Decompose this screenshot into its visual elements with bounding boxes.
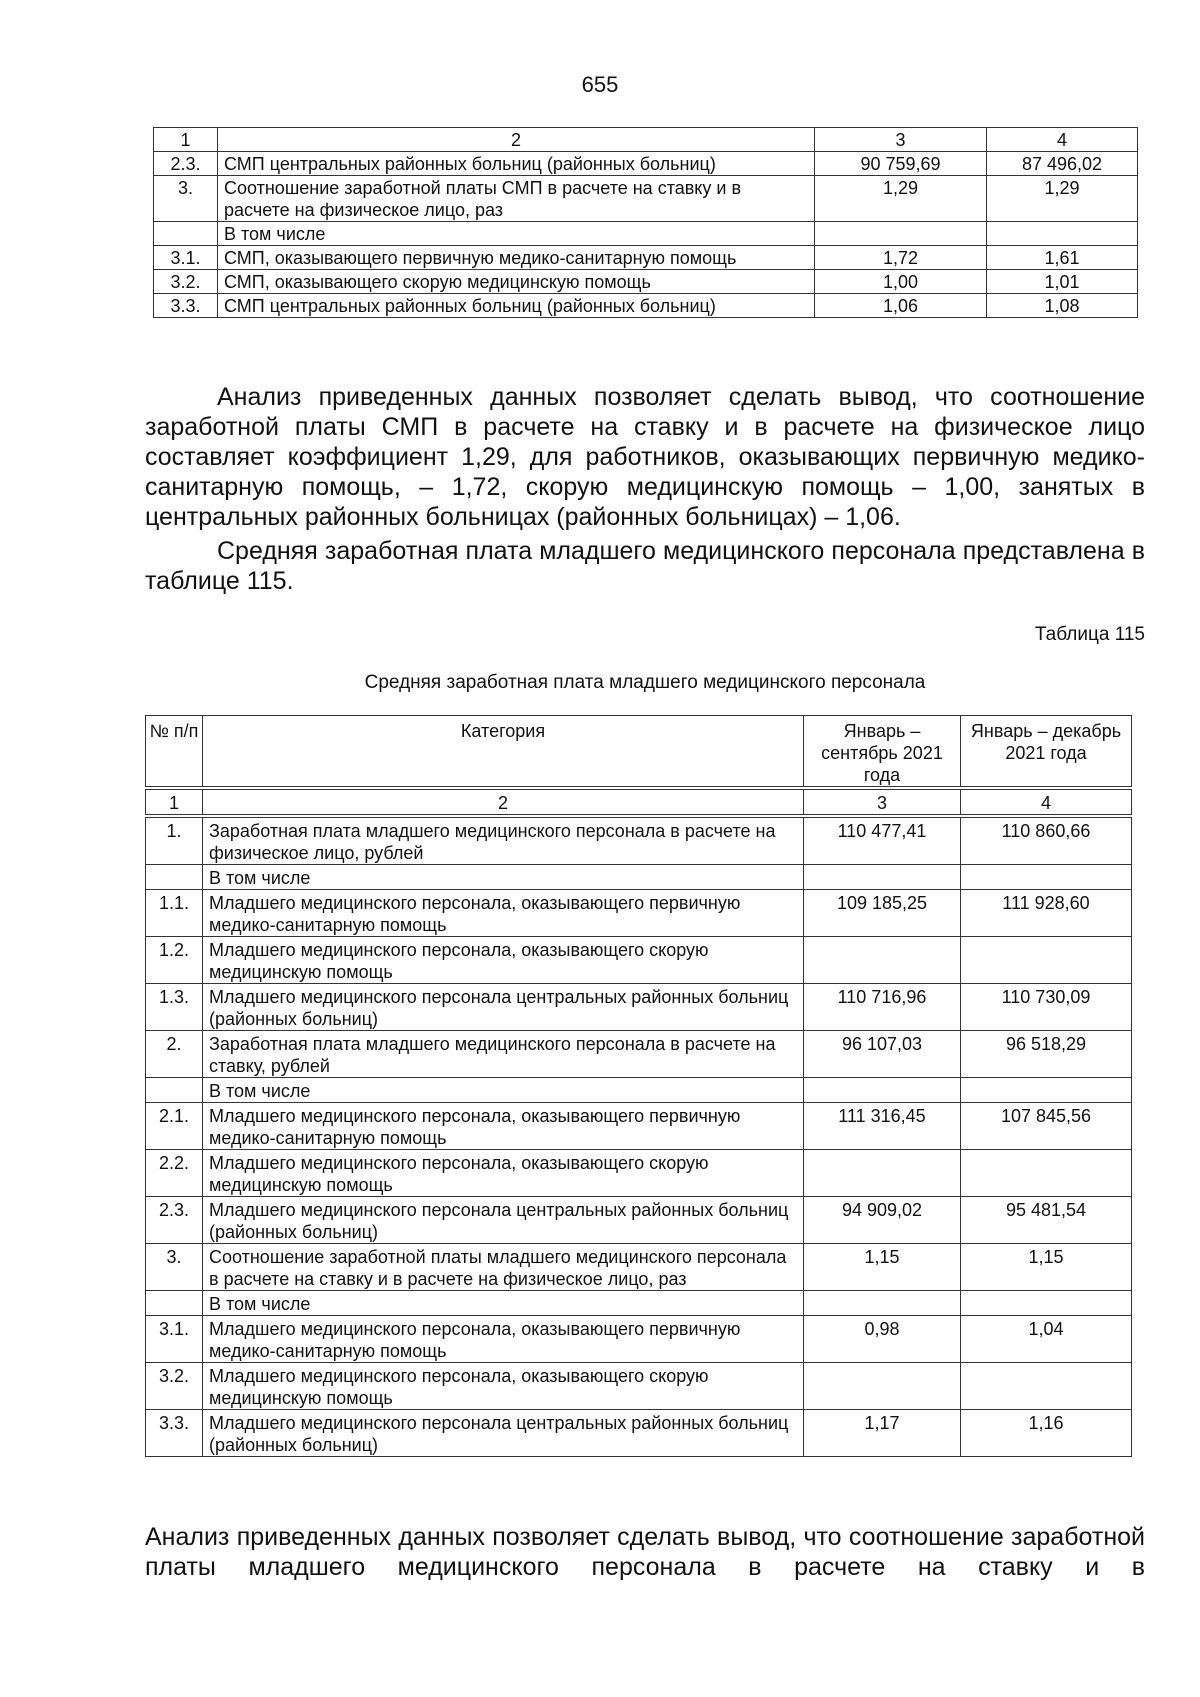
header-number: № п/п: [146, 716, 203, 789]
table-row: [146, 1410, 1132, 1457]
table-row: [146, 1150, 1132, 1197]
junior-staff-salary-table: [145, 715, 1132, 1457]
row-number: 3.3.: [146, 1410, 203, 1457]
table-row: [146, 1291, 1132, 1316]
row-number: 3.: [146, 1244, 203, 1291]
value-col4: [961, 1291, 1132, 1316]
value-col4: 1,04: [961, 1316, 1132, 1363]
row-label: В том числе: [203, 1078, 804, 1103]
column-index: 4: [987, 128, 1138, 152]
table-index-row: [154, 128, 1138, 152]
row-label: Соотношение заработной платы младшего медицинского персонала в расчете на ставку и в расчете на физическое лицо, раз: [203, 1244, 804, 1291]
row-number: 1.3.: [146, 984, 203, 1031]
value-col3: 111 316,45: [804, 1103, 961, 1150]
value-col3: [815, 222, 987, 246]
table-row: [146, 1103, 1132, 1150]
table-row: [146, 816, 1132, 865]
table-row: [154, 176, 1138, 222]
value-col4: 87 496,02: [987, 152, 1138, 176]
row-label: Младшего медицинского персонала, оказывающего первичную медико-санитарную помощь: [203, 890, 804, 937]
value-col3: 110 716,96: [804, 984, 961, 1031]
row-number: [146, 865, 203, 890]
value-col4: 1,16: [961, 1410, 1132, 1457]
value-col4: [961, 865, 1132, 890]
row-label: Младшего медицинского персонала, оказывающего первичную медико-санитарную помощь: [203, 1103, 804, 1150]
value-col3: 109 185,25: [804, 890, 961, 937]
table-row: [154, 152, 1138, 176]
value-col3: 0,98: [804, 1316, 961, 1363]
value-col4: [987, 222, 1138, 246]
column-index: 3: [804, 788, 961, 816]
value-col4: 96 518,29: [961, 1031, 1132, 1078]
row-number: 3.1.: [154, 246, 218, 270]
value-col3: 94 909,02: [804, 1197, 961, 1244]
value-col3: [804, 1150, 961, 1197]
value-col3: [804, 937, 961, 984]
value-col4: 1,01: [987, 270, 1138, 294]
value-col3: 110 477,41: [804, 816, 961, 865]
table-row: [154, 270, 1138, 294]
value-col4: 110 730,09: [961, 984, 1132, 1031]
table-row: [146, 890, 1132, 937]
value-col3: [804, 865, 961, 890]
value-col3: [804, 1078, 961, 1103]
value-col4: 1,29: [987, 176, 1138, 222]
analysis-paragraph-2: Средняя заработная плата младшего медицинского персонала представлена в таблице 115.: [145, 537, 1145, 595]
table-number-label: Таблица 115: [1034, 624, 1145, 645]
row-label: Младшего медицинского персонала центральных районных больниц (районных больниц): [203, 1410, 804, 1457]
value-col4: 1,15: [961, 1244, 1132, 1291]
value-col3: [804, 1363, 961, 1410]
value-col4: 1,61: [987, 246, 1138, 270]
value-col3: 1,17: [804, 1410, 961, 1457]
row-label: Младшего медицинского персонала, оказывающего первичную медико-санитарную помощь: [203, 1316, 804, 1363]
analysis-paragraph-1: Анализ приведенных данных позволяет сделать вывод, что соотношение заработной платы СМП в расчете на ставку и в расчете на физическое лицо составляет коэффициент 1,29, для работников, оказывающих первичную медико-санитарную помощь, – 1,72, скорую медицинскую помощь – 1,00, занятых в центральных районных больницах (районных больницах) – 1,06.: [145, 383, 1145, 531]
row-number: 3.2.: [146, 1363, 203, 1410]
header-category: Категория: [203, 716, 804, 789]
row-number: 1.2.: [146, 937, 203, 984]
salary-table-continued: [153, 127, 1138, 318]
table-row: [154, 222, 1138, 246]
row-label: В том числе: [218, 222, 815, 246]
row-number: 3.2.: [154, 270, 218, 294]
column-index: 1: [154, 128, 218, 152]
row-label: СМП, оказывающего скорую медицинскую помощь: [218, 270, 815, 294]
value-col3: 1,15: [804, 1244, 961, 1291]
table-row: [146, 937, 1132, 984]
table-row: [146, 1363, 1132, 1410]
table-caption: Средняя заработная плата младшего медицинского персонала: [364, 672, 926, 693]
column-index: 1: [146, 788, 203, 816]
row-number: 3.3.: [154, 294, 218, 318]
row-number: 2.3.: [146, 1197, 203, 1244]
value-col3: 1,06: [815, 294, 987, 318]
row-label: Заработная плата младшего медицинского персонала в расчете на ставку, рублей: [203, 1031, 804, 1078]
row-label: СМП центральных районных больниц (районных больниц): [218, 152, 815, 176]
row-label: СМП центральных районных больниц (районных больниц): [218, 294, 815, 318]
row-label: Младшего медицинского персонала центральных районных больниц (районных больниц): [203, 984, 804, 1031]
value-col3: [804, 1291, 961, 1316]
row-number: [154, 222, 218, 246]
row-label: Младшего медицинского персонала, оказывающего скорую медицинскую помощь: [203, 1150, 804, 1197]
header-jan-sep: Январь – сентябрь 2021 года: [804, 716, 961, 789]
table-row: [146, 865, 1132, 890]
row-number: 3.: [154, 176, 218, 222]
value-col4: [961, 1150, 1132, 1197]
value-col3: 96 107,03: [804, 1031, 961, 1078]
table-row: [146, 1031, 1132, 1078]
table-row: [146, 1078, 1132, 1103]
row-number: 2.3.: [154, 152, 218, 176]
row-number: 3.1.: [146, 1316, 203, 1363]
row-number: 2.2.: [146, 1150, 203, 1197]
row-label: Младшего медицинского персонала, оказывающего скорую медицинскую помощь: [203, 937, 804, 984]
value-col4: [961, 937, 1132, 984]
row-label: Младшего медицинского персонала центральных районных больниц (районных больниц): [203, 1197, 804, 1244]
table-row: [146, 1316, 1132, 1363]
value-col4: [961, 1363, 1132, 1410]
row-number: [146, 1291, 203, 1316]
table-row: [154, 294, 1138, 318]
value-col4: 111 928,60: [961, 890, 1132, 937]
row-number: 1.1.: [146, 890, 203, 937]
table-header-row: [146, 716, 1132, 789]
row-label: Соотношение заработной платы СМП в расчете на ставку и в расчете на физическое лицо, раз: [218, 176, 815, 222]
value-col4: 107 845,56: [961, 1103, 1132, 1150]
page-number: 655: [581, 72, 619, 97]
column-index: 2: [218, 128, 815, 152]
table-row: [154, 246, 1138, 270]
row-label: В том числе: [203, 865, 804, 890]
value-col4: 1,08: [987, 294, 1138, 318]
value-col4: [961, 1078, 1132, 1103]
row-number: 1.: [146, 816, 203, 865]
value-col3: 90 759,69: [815, 152, 987, 176]
header-jan-dec: Январь – декабрь 2021 года: [961, 716, 1132, 789]
table-row: [146, 1244, 1132, 1291]
table-row: [146, 1197, 1132, 1244]
column-index: 4: [961, 788, 1132, 816]
column-index: 2: [203, 788, 804, 816]
value-col3: 1,72: [815, 246, 987, 270]
value-col3: 1,00: [815, 270, 987, 294]
value-col4: 110 860,66: [961, 816, 1132, 865]
table-index-row: [146, 788, 1132, 816]
row-number: 2.: [146, 1031, 203, 1078]
row-label: Младшего медицинского персонала, оказывающего скорую медицинскую помощь: [203, 1363, 804, 1410]
row-number: [146, 1078, 203, 1103]
analysis-paragraph-3: Анализ приведенных данных позволяет сделать вывод, что соотношение заработной платы младшего медицинского персонала в расчете на ставку и в: [145, 1523, 1145, 1581]
row-number: 2.1.: [146, 1103, 203, 1150]
column-index: 3: [815, 128, 987, 152]
table-row: [146, 984, 1132, 1031]
value-col3: 1,29: [815, 176, 987, 222]
row-label: В том числе: [203, 1291, 804, 1316]
row-label: Заработная плата младшего медицинского персонала в расчете на физическое лицо, рублей: [203, 816, 804, 865]
value-col4: 95 481,54: [961, 1197, 1132, 1244]
row-label: СМП, оказывающего первичную медико-санитарную помощь: [218, 246, 815, 270]
